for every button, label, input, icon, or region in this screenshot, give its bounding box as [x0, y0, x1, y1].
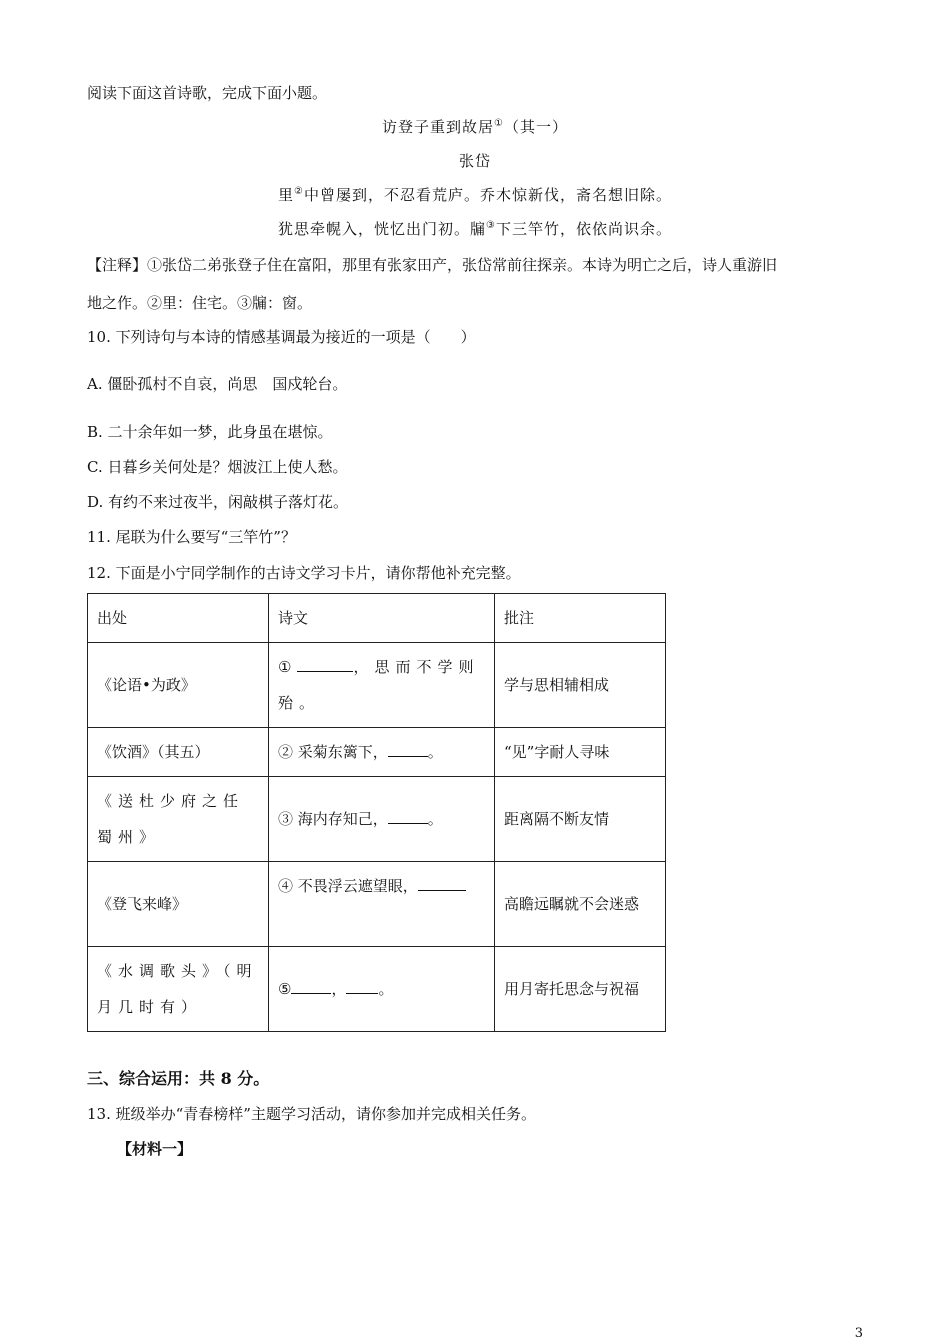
- header-poem: 诗文: [269, 594, 495, 643]
- row-poem: [269, 947, 495, 1032]
- poem-title-suffix: （其一）: [503, 118, 568, 136]
- question-10-stem: 10. 下列诗句与本诗的情感基调最为接近的一项是（ ）: [87, 328, 476, 346]
- answer-blank[interactable]: [291, 979, 331, 994]
- question-10-option-b: B. 二十余年如一梦，此身虽在堪惊。: [87, 423, 333, 441]
- header-note: 批注: [495, 594, 666, 643]
- page-number: 3: [854, 1326, 863, 1341]
- poem-line-1-a: 里: [278, 186, 295, 204]
- answer-blank[interactable]: [418, 876, 466, 891]
- poem-title-note-mark: ①: [494, 118, 504, 129]
- notes-line-1: 【注释】①张岱二弟张登子住在富阳，那里有张家田产，张岱常前往探亲。本诗为明亡之后，诗人重游旧: [87, 256, 778, 274]
- row-source: 《水调歌头》（明月几时有）: [88, 947, 269, 1032]
- row-source: 《登飞来峰》: [88, 862, 269, 947]
- poem-author: 张岱: [458, 152, 491, 170]
- header-source: 出处: [88, 594, 269, 643]
- poem-mid: ，: [331, 980, 347, 998]
- poem-line-2-b: 下三竿竹，依依尚识余。: [495, 220, 672, 238]
- question-10-option-c: C. 日暮乡关何处是？烟波江上使人愁。: [87, 458, 348, 476]
- answer-blank[interactable]: [297, 657, 353, 672]
- table-row: [88, 643, 666, 728]
- table-row: [88, 862, 666, 947]
- question-13: 13. 班级举办“青春榜样”主题学习活动，请你参加并完成相关任务。: [87, 1105, 536, 1123]
- row-poem: [269, 862, 495, 947]
- question-10-option-a: A. 僵卧孤村不自哀，尚思 国戍轮台。: [87, 375, 348, 393]
- table-row: [88, 728, 666, 777]
- question-12: 12. 下面是小宁同学制作的古诗文学习卡片，请你帮他补充完整。: [87, 564, 521, 582]
- poem-pre: ①: [278, 658, 298, 676]
- row-source: 《饮酒》（其五）: [88, 728, 269, 777]
- poem-line-2-a: 犹思牵幌入，恍忆出门初。牖: [278, 220, 487, 238]
- row-note: “见”字耐人寻味: [495, 728, 666, 777]
- row-poem: [269, 643, 495, 728]
- poem-line-1: [0, 185, 950, 205]
- answer-blank[interactable]: [388, 809, 428, 824]
- poem-pre: ③ 海内存知己，: [278, 810, 388, 828]
- poem-pre: ④ 不畏浮云遮望眼，: [278, 877, 418, 895]
- poem-line-1-b: 中曾屡到，不忍看荒庐。乔木惊新伐，斋名想旧除。: [303, 186, 672, 204]
- row-source: 《论语•为政》: [88, 643, 269, 728]
- row-poem: [269, 728, 495, 777]
- row-note: 用月寄托思念与祝福: [495, 947, 666, 1032]
- poem-line-2-mark: ③: [486, 220, 496, 231]
- poem-title: [0, 117, 950, 137]
- poem-post: 。: [427, 810, 443, 828]
- table-row: [88, 777, 666, 862]
- poem-line-2: [0, 219, 950, 239]
- table-row: [88, 947, 666, 1032]
- answer-blank[interactable]: [388, 742, 428, 757]
- notes-line-2: 地之作。②里：住宅。③牖：窗。: [87, 294, 313, 312]
- poem-post: 。: [427, 743, 443, 761]
- row-note: 距离隔不断友情: [495, 777, 666, 862]
- poem-line-1-mark: ②: [294, 186, 304, 197]
- study-card-table: [87, 593, 666, 1032]
- poem-post: 。: [378, 980, 394, 998]
- poem-pre: ② 采菊东篱下，: [278, 743, 388, 761]
- row-note: 高瞻远瞩就不会迷惑: [495, 862, 666, 947]
- row-poem: [269, 777, 495, 862]
- poem-post: ，思而不学则殆。: [278, 658, 480, 712]
- row-note: 学与思相辅相成: [495, 643, 666, 728]
- poem-title-text: 访登子重到故居: [382, 118, 495, 136]
- material-1-label: 【材料一】: [117, 1140, 193, 1158]
- question-11: 11. 尾联为什么要写“三竿竹”？: [87, 528, 296, 546]
- poem-pre: ⑤: [278, 980, 292, 998]
- question-10-option-d: D. 有约不来过夜半，闲敲棋子落灯花。: [87, 493, 349, 511]
- table-header-row: [88, 594, 666, 643]
- intro-text: 阅读下面这首诗歌，完成下面小题。: [87, 84, 328, 102]
- answer-blank[interactable]: [346, 979, 378, 994]
- row-source: 《送杜少府之任蜀州》: [88, 777, 269, 862]
- section-3-heading: 三、综合运用：共 8 分。: [87, 1069, 270, 1088]
